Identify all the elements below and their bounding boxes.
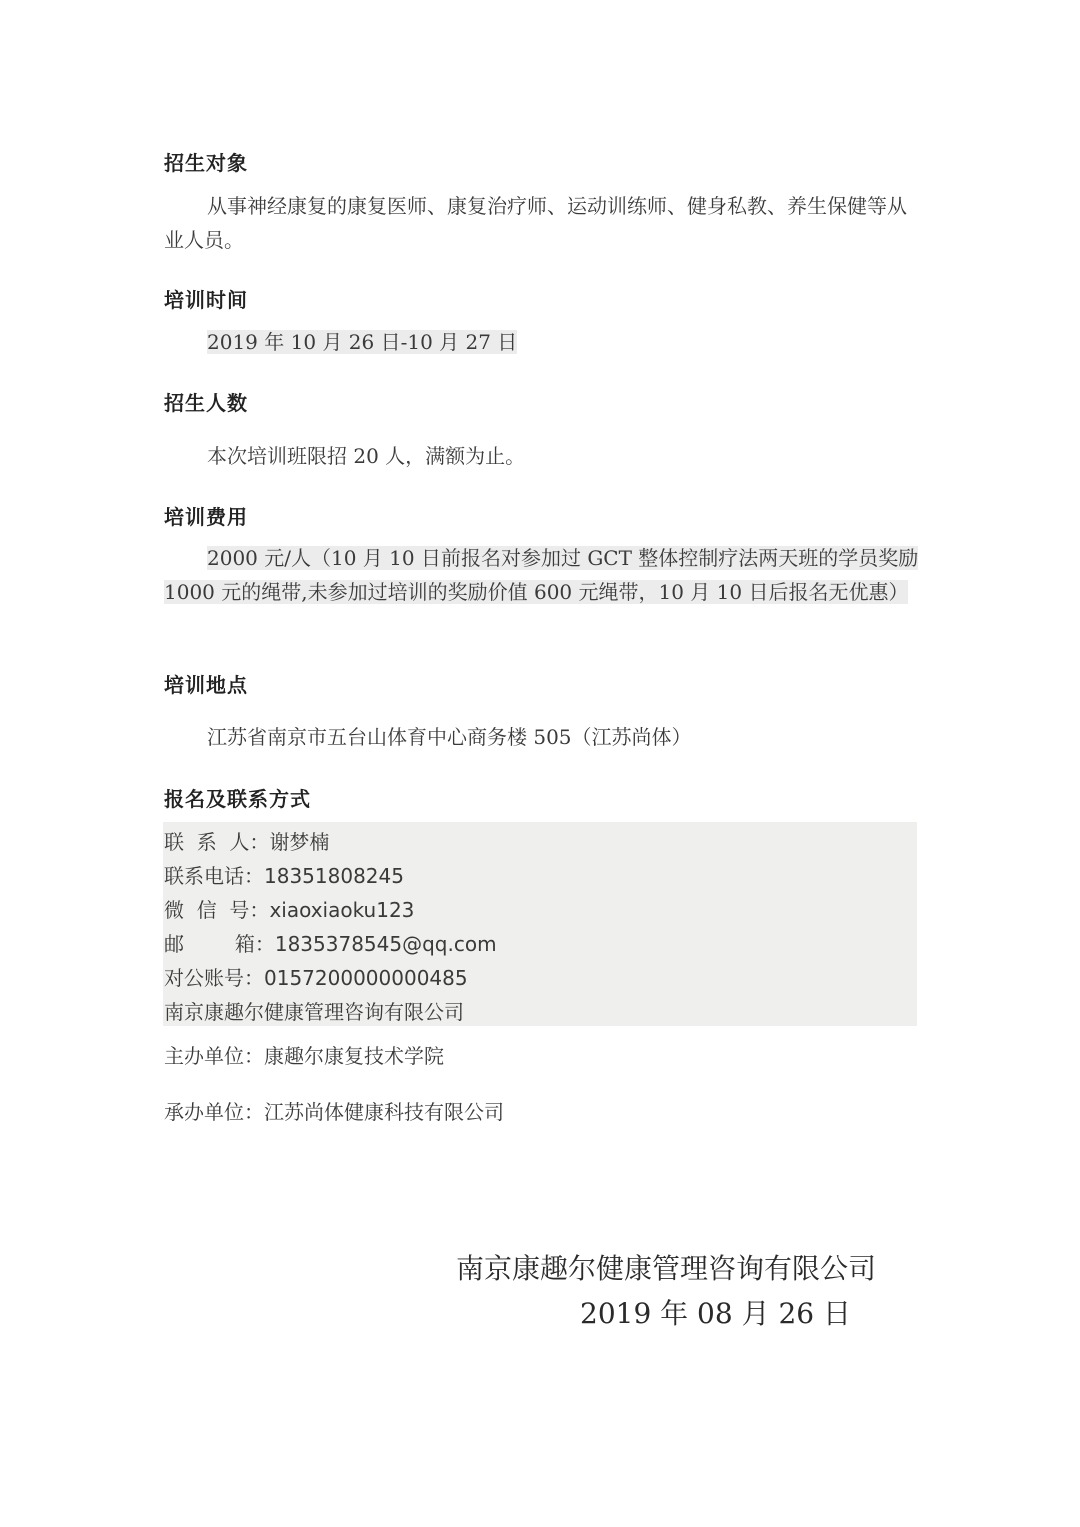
contact-person: 谢梦楠 (269, 830, 330, 854)
contact-phone-label: 联系电话： (164, 864, 264, 888)
section-heading-contact: 报名及联系方式 (164, 787, 311, 811)
contact-email[interactable]: 1835378545@qq.com (274, 932, 497, 956)
contact-phone-line (164, 859, 404, 893)
contact-person-label: 联 系 人： (164, 830, 270, 854)
contact-wechat: xiaoxiaoku123 (269, 898, 415, 922)
organizer-undertaker: 承办单位：江苏尚体健康科技有限公司 (164, 1100, 504, 1124)
contact-account-line (164, 961, 468, 995)
contact-phone: 18351808245 (264, 864, 404, 888)
section-body-quota: 本次培训班限招 20 人，满额为止。 (207, 444, 526, 468)
organizer-host: 主办单位：康趣尔康复技术学院 (164, 1044, 444, 1068)
contact-company: 南京康趣尔健康管理咨询有限公司 (164, 1000, 464, 1024)
section-heading-time: 培训时间 (164, 288, 248, 312)
contact-email-line (164, 927, 497, 961)
section-heading-target: 招生对象 (164, 151, 248, 175)
contact-email-label: 邮 箱： (164, 932, 275, 956)
section-heading-location: 培训地点 (164, 673, 248, 697)
section-body-target: 从事神经康复的康复医师、康复治疗师、运动训练师、健身私教、养生保健等从业人员。 (164, 194, 907, 252)
section-body-fee-wrap (164, 541, 920, 609)
contact-account-label: 对公账号： (164, 966, 264, 990)
contact-wechat-label: 微 信 号： (164, 898, 270, 922)
section-heading-quota: 招生人数 (164, 391, 248, 415)
signature-date: 2019 年 08 月 26 日 (580, 1297, 852, 1330)
section-body-time: 2019 年 10 月 26 日-10 月 27 日 (207, 330, 518, 354)
contact-wechat-line (164, 893, 414, 927)
contact-account: 0157200000000485 (264, 966, 468, 990)
contact-person-line (164, 825, 329, 859)
signature-company: 南京康趣尔健康管理咨询有限公司 (456, 1252, 877, 1285)
section-body-time-wrap (207, 325, 517, 359)
section-heading-fee: 培训费用 (164, 505, 248, 529)
section-body-fee: 2000 元/人（10 月 10 日前报名对参加过 GCT 整体控制疗法两天班的学员奖励 1000 元的绳带,未参加过培训的奖励价值 600 元绳带，10 月 10 日后报名无优惠） (164, 546, 919, 604)
section-body-location: 江苏省南京市五台山体育中心商务楼 505（江苏尚体） (207, 725, 692, 749)
